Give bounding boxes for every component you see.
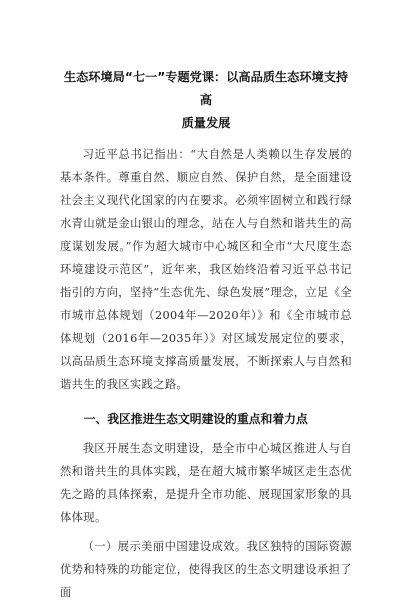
title-line-2: 质量发展 <box>181 116 231 130</box>
intro-paragraph: 习近平总书记指出：“大自然是人类赖以生存发展的基本条件。尊重自然、顺应自然、保护自然，是全面建设社会主义现代化国家的内在要求。必须牢固树立和践行绿水青山就是金山银山的理念，站在人与自然和谐共生的高度谋划发展。”作为超大城市中心城区和全市“大尺度生态环境建设示范区”，近年来，我区始终沿着习近平总书记指引的方向，坚持“生态优先、绿色发展”理念，立足《全市城市总体规划（2004年—2020年）》和《全市城市总体规划（2016年—2035年）》对区域发展定位的要求，以高品质生态环境支撑高质量发展，不断探索人与自然和谐共生的我区实践之路。 <box>60 148 352 391</box>
section-paragraph-2: （一）展示美丽中国建设成效。我区独特的国际资源优势和特殊的功能定位，使得我区的生态文明建设承担了面 <box>60 540 352 599</box>
section-paragraph-1: 我区开展生态文明建设，是全市中心城区推进人与自然和谐共生的具体实践，是在超大城市繁华城区走生态优先之路的具体探索，是提升全市功能、展现国家形象的具体体现。 <box>60 442 352 524</box>
section-heading: 一、我区推进生态文明建设的重点和着力点 <box>83 412 308 426</box>
title-line-1: 生态环境局“七一”专题党课：以高品质生态环境支持高 <box>63 70 349 107</box>
document-title <box>60 66 352 135</box>
spacer <box>60 396 352 402</box>
